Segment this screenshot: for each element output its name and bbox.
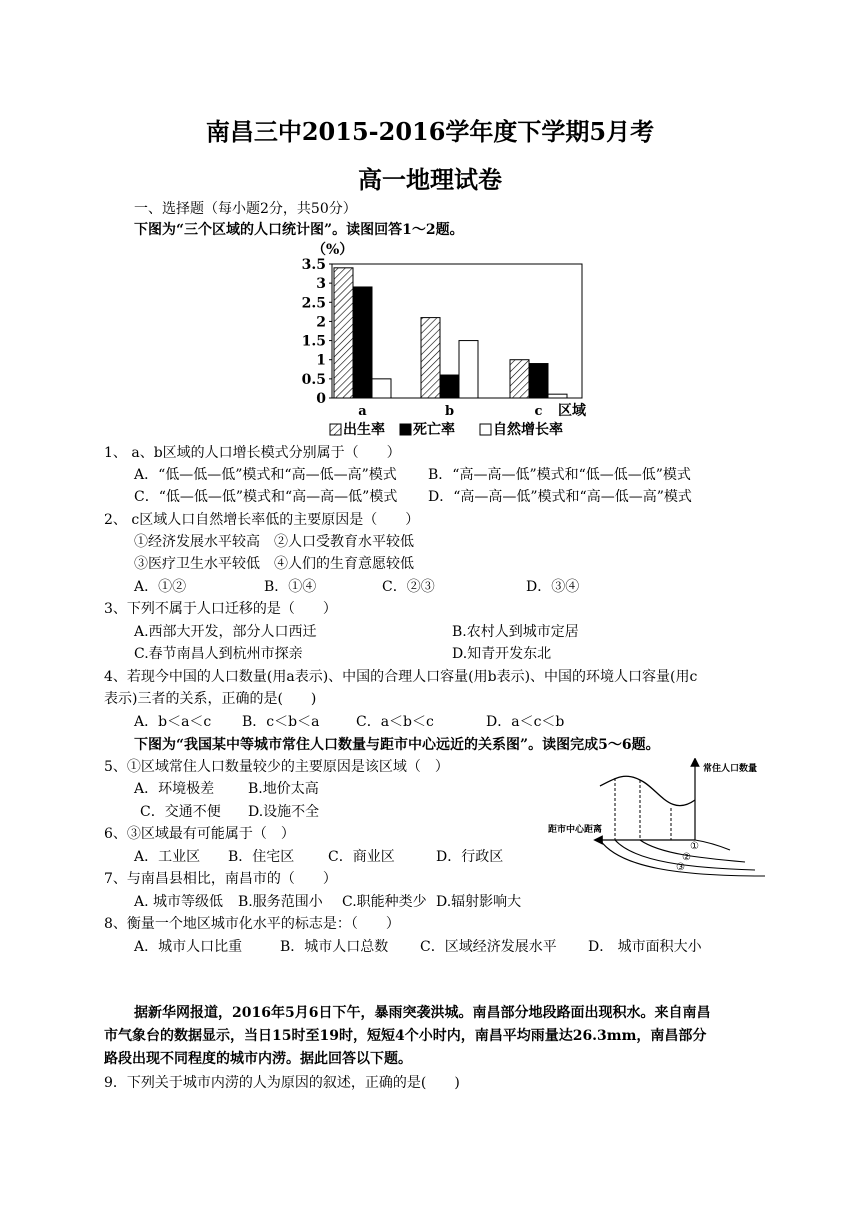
q3-option-c: C.春节南昌人到杭州市探亲 (134, 646, 303, 662)
legend-swatch-birth (330, 424, 341, 435)
q6-option-c: C．商业区 (328, 849, 395, 865)
chart-xlabel: 区域 (558, 403, 586, 419)
bar-c-0 (510, 360, 529, 398)
bar-b-2 (459, 341, 478, 398)
zone-label-3: ③ (676, 862, 685, 873)
q1-option-d: D．“高—高—低”模式和“高—低—高”模式 (428, 489, 692, 505)
q6-stem: 6、③区域最有可能属于（ ） (104, 826, 295, 842)
legend-swatch-natural (480, 424, 491, 435)
zone-arc-1 (695, 840, 730, 850)
q4-option-d: D．a＜c＜b (486, 714, 565, 730)
bar-a-0 (334, 268, 353, 398)
q3-stem: 3、下列不属于人口迁移的是（ ） (104, 601, 337, 617)
q8-option-c: C．区域经济发展水平 (420, 939, 557, 955)
q1-stem: 1、 a、b区域的人口增长模式分别属于（ ） (104, 445, 401, 461)
y-tick-label: 2 (316, 314, 326, 331)
q5-option-a: A．环境极差 (134, 781, 215, 797)
chart-ylabel: （%） (312, 242, 354, 258)
q3-option-a: A.西部大开发，部分人口西迁 (134, 624, 317, 640)
x-category-label: c (534, 404, 543, 419)
q9-stem: 9．下列关于城市内涝的人为原因的叙述，正确的是( ) (104, 1075, 460, 1091)
q7-option-a: A. 城市等级低 (134, 894, 224, 910)
chart-legend (330, 421, 563, 438)
q1-option-a: A．“低—低—低”模式和“高—低—高”模式 (134, 467, 397, 483)
x-category-label: b (444, 404, 455, 419)
bar-b-1 (440, 375, 459, 398)
bar-c-1 (529, 364, 548, 398)
figure-intro-2: 下图为“我国某中等城市常住人口数量与距市中心远近的关系图”。读图完成5～6题。 (134, 737, 660, 753)
x-category-label: a (358, 404, 367, 419)
q5-option-d: D.设施不全 (248, 804, 320, 820)
passage-line-3: 路段出现不同程度的城市内涝。据此回答以下题。 (104, 1051, 412, 1067)
q6-option-b: B．住宅区 (228, 849, 295, 865)
legend-label-birth: 出生率 (343, 422, 385, 438)
q2-option-a: A．①② (134, 579, 187, 595)
x-axis-categories (358, 404, 542, 419)
exam-subtitle: 高一地理试卷 (358, 165, 502, 194)
legend-swatch-death (400, 424, 411, 435)
y-tick-label: 3 (316, 276, 326, 293)
q8-option-a: A．城市人口比重 (134, 939, 243, 955)
q4-stem-cont: 表示)三者的关系，正确的是( ) (104, 691, 317, 707)
zone-label-2: ② (682, 852, 691, 863)
population-curve (600, 776, 695, 805)
y-tick-label: 0 (316, 391, 326, 407)
population-bar-chart (290, 238, 600, 440)
q2-item-2: ③医疗卫生水平较低 ④人们的生育意愿较低 (134, 556, 414, 572)
q1-option-c: C．“低—低—低”模式和“高—高—低”模式 (134, 489, 398, 505)
bar-a-2 (372, 379, 391, 398)
q2-option-d: D．③④ (526, 579, 580, 595)
y-tick-label: 1 (316, 352, 326, 369)
q2-item-1: ①经济发展水平较高 ②人口受教育水平较低 (134, 534, 414, 550)
bar-a-1 (353, 287, 372, 398)
q7-option-b: B.服务范围小 (238, 894, 323, 910)
q7-option-d: D.辐射影响大 (436, 894, 522, 910)
bar-b-0 (421, 318, 440, 398)
q7-stem: 7、与南昌县相比，南昌市的（ ） (104, 871, 337, 887)
bar-c-2 (548, 394, 567, 398)
diagram-x-label: 距市中心距离 (548, 825, 603, 835)
q4-stem: 4、若现今中国的人口数量(用a表示)、中国的合理人口容量(用b表示)、中国的环境人口容量(用c (104, 669, 698, 685)
q8-stem: 8、衡量一个地区城市化水平的标志是：（ ） (104, 916, 400, 932)
q5-option-b: B.地价太高 (248, 781, 319, 797)
legend-label-death: 死亡率 (413, 422, 455, 438)
legend-label-natural: 自然增长率 (493, 422, 563, 438)
section-heading: 一、选择题（每小题2分，共50分） (134, 201, 357, 217)
y-tick-label: 2.5 (301, 295, 326, 312)
y-tick-label: 3.5 (301, 257, 326, 273)
q8-option-d: D． 城市面积大小 (588, 939, 702, 955)
q6-option-d: D．行政区 (436, 849, 504, 865)
figure-intro-1: 下图为“三个区域的人口统计图”。读图回答1～2题。 (134, 222, 464, 238)
q3-option-d: D.知青开发东北 (452, 646, 552, 662)
q4-option-a: A．b＜a＜c (134, 714, 212, 730)
diagram-y-label: 常住人口数量 (703, 764, 758, 774)
q2-stem: 2、 c区域人口自然增长率低的主要原因是（ ） (104, 512, 420, 528)
zone-label-1: ① (690, 841, 699, 852)
q5-stem: 5、①区域常住人口数量较少的主要原因是该区域（ ） (104, 759, 449, 775)
q6-option-a: A．工业区 (134, 849, 201, 865)
q3-option-b: B.农村人到城市定居 (452, 624, 579, 640)
y-tick-label: 1.5 (301, 333, 326, 350)
bars (334, 268, 567, 398)
q7-option-c: C.职能种类少 (342, 894, 427, 910)
q2-option-b: B．①④ (264, 579, 317, 595)
q4-option-c: C．a＜b＜c (356, 714, 434, 730)
q8-option-b: B．城市人口总数 (280, 939, 389, 955)
passage-line-2: 市气象台的数据显示，当日15时至19时，短短4个小时内，南昌平均雨量达26.3mm，南昌部分 (104, 1028, 707, 1044)
q5-option-c: C．交通不便 (140, 804, 221, 820)
y-tick-label: 0.5 (301, 371, 326, 388)
passage-line-1: 据新华网报道，2016年5月6日下午，暴雨突袭洪城。南昌部分地段路面出现积水。来自南昌 (134, 1005, 711, 1021)
q1-option-b: B．“高—高—低”模式和“低—低—低”模式 (428, 467, 691, 483)
q2-option-c: C．②③ (382, 579, 435, 595)
q4-option-b: B．c＜b＜a (242, 714, 320, 730)
y-axis-ticks (302, 257, 332, 407)
population-distance-diagram (540, 758, 810, 878)
exam-title: 南昌三中2015-2016学年度下学期5月考 (205, 117, 655, 146)
